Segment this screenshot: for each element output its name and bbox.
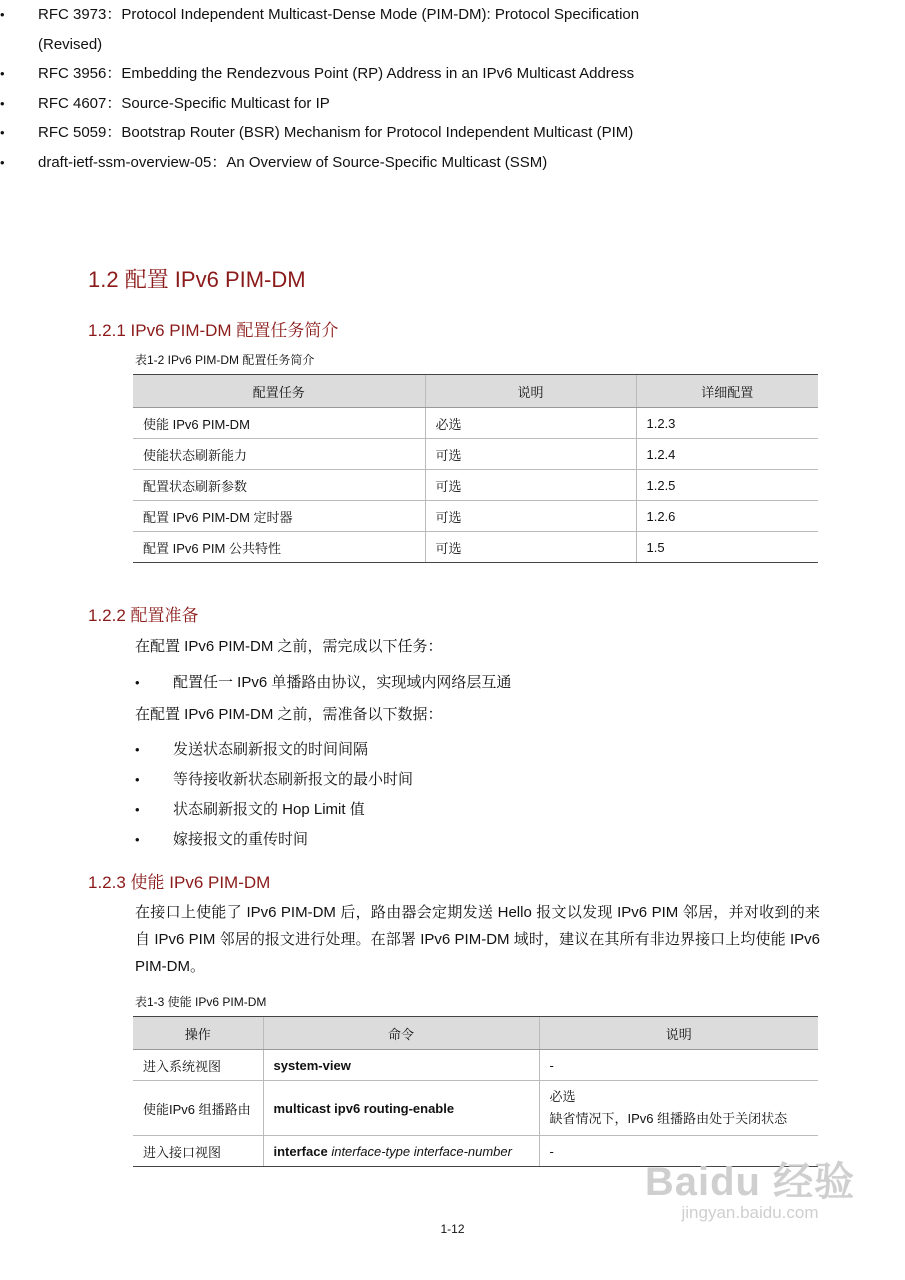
table-cell: 1.2.4 <box>636 439 818 470</box>
table-cell: 使能 IPv6 PIM-DM <box>133 408 425 439</box>
watermark-logo: Baidu 经验 <box>644 1160 856 1204</box>
table-cell: 使能状态刷新能力 <box>133 439 425 470</box>
table-cell: 必选 <box>425 408 636 439</box>
table1-caption: 表1-2 IPv6 PIM-DM 配置任务简介 <box>135 353 315 367</box>
table-cell: - <box>539 1136 818 1167</box>
table2-caption: 表1-3 使能 IPv6 PIM-DM <box>135 995 267 1009</box>
list-item: • 发送状态刷新报文的时间间隔 <box>135 735 413 765</box>
table-cell: 进入接口视图 <box>133 1136 263 1167</box>
list-item: • 等待接收新状态刷新报文的最小时间 <box>135 765 413 795</box>
table-row <box>133 501 818 532</box>
rfc-item: • RFC 5059：Bootstrap Router (BSR) Mechanism for Protocol Independent Multicast (PIM) <box>0 118 690 148</box>
section-1-2-1-heading: 1.2.1 IPv6 PIM-DM 配置任务简介 <box>88 321 339 340</box>
watermark-url: jingyan.baidu.com <box>681 1203 819 1222</box>
desc-line: 缺省情况下，IPv6 组播路由处于关闭状态 <box>549 1111 788 1126</box>
table-cell: 配置 IPv6 PIM-DM 定时器 <box>133 501 425 532</box>
list-item: • 配置任一 IPv6 单播路由协议，实现域内网络层互通 <box>135 668 511 698</box>
table-row <box>133 1050 818 1081</box>
task-table <box>133 374 818 563</box>
table-header: 详细配置 <box>636 375 818 408</box>
rfc-item: • RFC 4607：Source-Specific Multicast for IP <box>0 89 690 119</box>
table-row <box>133 532 818 563</box>
command-table <box>133 1016 818 1167</box>
rfc-list <box>0 0 690 177</box>
table-cell: 1.2.3 <box>636 408 818 439</box>
command-keyword: interface <box>273 1143 328 1159</box>
enable-paragraph: 在接口上使能了 IPv6 PIM-DM 后，路由器会定期发送 Hello 报文以发现 IPv6 PIM 邻居，并对收到的来自 IPv6 PIM 邻居的报文进行处理。在部署 IPv6 PIM-DM 域时，建议在其所有非边界接口上均使能 IPv6 PIM-DM。 <box>135 904 820 975</box>
list-item: • 嫁接报文的重传时间 <box>135 825 413 855</box>
table-header-row <box>133 1017 818 1050</box>
baidu-watermark <box>640 1150 860 1223</box>
table-header: 操作 <box>133 1017 263 1050</box>
desc-line: 必选 <box>549 1089 576 1104</box>
table-header: 配置任务 <box>133 375 425 408</box>
prep-intro-data: 在配置 IPv6 PIM-DM 之前，需准备以下数据： <box>135 706 443 723</box>
section-1-2-2-heading: 1.2.2 配置准备 <box>88 606 199 625</box>
section-1-2-3-heading: 1.2.3 使能 IPv6 PIM-DM <box>88 873 271 892</box>
table-cell: 进入系统视图 <box>133 1050 263 1081</box>
rfc-item: • draft-ietf-ssm-overview-05：An Overview of Source-Specific Multicast (SSM) <box>0 148 690 178</box>
page-number: 1-12 <box>440 1222 465 1236</box>
table-cell: 1.2.5 <box>636 470 818 501</box>
prep-data-list <box>135 735 413 855</box>
rfc-item: • RFC 3956：Embedding the Rendezvous Point (RP) Address in an IPv6 Multicast Address <box>0 59 690 89</box>
command-cell: multicast ipv6 routing-enable <box>263 1081 539 1136</box>
command-params: interface-type interface-number <box>331 1143 512 1159</box>
table-cell: - <box>539 1050 818 1081</box>
table-cell: 可选 <box>425 501 636 532</box>
prep-intro-tasks: 在配置 IPv6 PIM-DM 之前，需完成以下任务： <box>135 638 443 655</box>
command-cell: system-view <box>263 1050 539 1081</box>
list-item: • 状态刷新报文的 Hop Limit 值 <box>135 795 413 825</box>
table-cell: 配置状态刷新参数 <box>133 470 425 501</box>
table-cell: 可选 <box>425 439 636 470</box>
section-1-2-heading: 1.2 配置 IPv6 PIM-DM <box>88 267 306 292</box>
table-row <box>133 439 818 470</box>
table-cell: 1.5 <box>636 532 818 563</box>
table-cell: 配置 IPv6 PIM 公共特性 <box>133 532 425 563</box>
table-row <box>133 1081 818 1136</box>
table-cell: 可选 <box>425 532 636 563</box>
table-cell: 可选 <box>425 470 636 501</box>
command-cell <box>263 1136 539 1167</box>
rfc-item: • RFC 3973：Protocol Independent Multicast-Dense Mode (PIM-DM): Protocol Specification (Revised) <box>0 0 690 59</box>
table-header: 命令 <box>263 1017 539 1050</box>
table-row <box>133 470 818 501</box>
prep-task-list <box>135 668 511 698</box>
table-header: 说明 <box>539 1017 818 1050</box>
table-row <box>133 408 818 439</box>
table-cell: 1.2.6 <box>636 501 818 532</box>
table-cell: 使能IPv6 组播路由 <box>133 1081 263 1136</box>
table-header: 说明 <box>425 375 636 408</box>
table-header-row <box>133 375 818 408</box>
table-cell <box>539 1081 818 1136</box>
